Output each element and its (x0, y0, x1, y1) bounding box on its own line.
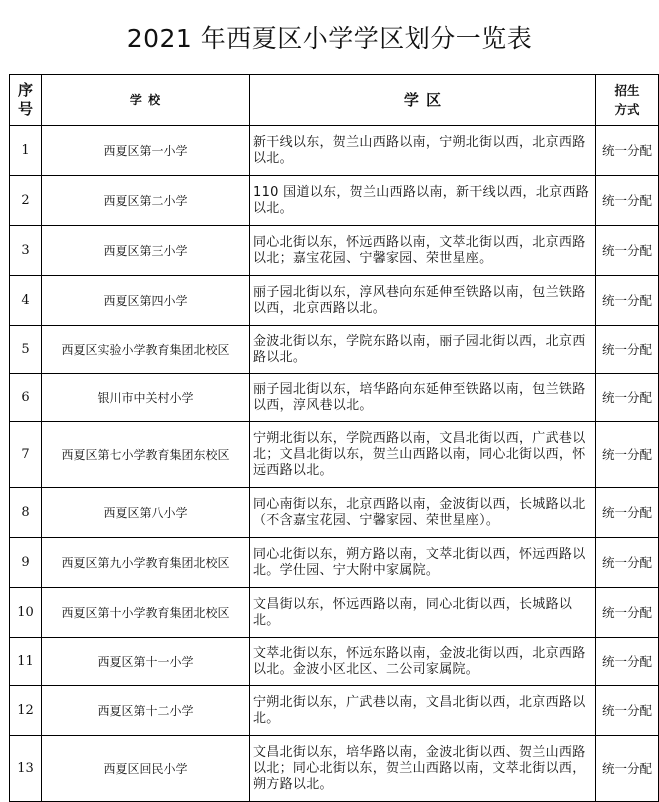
enrollment-mode: 统一分配 (596, 736, 659, 802)
row-number: 4 (10, 276, 42, 326)
page-title: 2021 年西夏区小学学区划分一览表 (126, 24, 533, 53)
header-school (42, 75, 250, 126)
row-number: 2 (10, 176, 42, 226)
table-row (10, 538, 659, 588)
district-area: 110 国道以东，贺兰山西路以南，新干线以西，北京西路以北。 (250, 176, 596, 226)
row-number: 7 (10, 422, 42, 488)
district-area: 丽子园北街以东，淳风巷向东延伸至铁路以南，包兰铁路以西，北京西路以北。 (250, 276, 596, 326)
school-name: 银川市中关村小学 (42, 374, 250, 422)
header-area-label: 学 区 (403, 90, 443, 109)
header-area (250, 75, 596, 126)
table-header-row (10, 75, 659, 126)
school-name: 西夏区第九小学教育集团北校区 (42, 538, 250, 588)
school-name: 西夏区第四小学 (42, 276, 250, 326)
header-no (10, 75, 42, 126)
header-mode (596, 75, 659, 126)
district-area: 宁朔北街以东，学院西路以南，文昌北街以西，广武巷以北；文昌北街以东，贺兰山西路以南，同心北街以西，怀远西路以北。 (250, 422, 596, 488)
school-name: 西夏区第三小学 (42, 226, 250, 276)
school-name: 西夏区第八小学 (42, 488, 250, 538)
enrollment-mode: 统一分配 (596, 538, 659, 588)
table-row (10, 422, 659, 488)
table-row (10, 736, 659, 802)
school-name: 西夏区第十二小学 (42, 686, 250, 736)
enrollment-mode: 统一分配 (596, 588, 659, 638)
enrollment-mode: 统一分配 (596, 488, 659, 538)
enrollment-mode: 统一分配 (596, 126, 659, 176)
table-row (10, 276, 659, 326)
district-area: 文昌街以东，怀远西路以南，同心北街以西，长城路以北。 (250, 588, 596, 638)
district-area: 同心北街以东，朔方路以南，文萃北街以西，怀远西路以北。学仕园、宁大附中家属院。 (250, 538, 596, 588)
school-name: 西夏区第二小学 (42, 176, 250, 226)
table-row (10, 488, 659, 538)
table-row (10, 226, 659, 276)
school-name: 西夏区第一小学 (42, 126, 250, 176)
enrollment-mode: 统一分配 (596, 176, 659, 226)
school-name: 西夏区第七小学教育集团东校区 (42, 422, 250, 488)
row-number: 11 (10, 638, 42, 686)
row-number: 8 (10, 488, 42, 538)
district-area: 宁朔北街以东，广武巷以南，文昌北街以西，北京西路以北。 (250, 686, 596, 736)
district-area: 同心北街以东，怀远西路以南，文萃北街以西，北京西路以北；嘉宝花园、宁馨家园、荣世星座。 (250, 226, 596, 276)
table-row (10, 588, 659, 638)
table-row (10, 686, 659, 736)
row-number: 3 (10, 226, 42, 276)
district-area: 新干线以东，贺兰山西路以南，宁朔北街以西，北京西路以北。 (250, 126, 596, 176)
table-row (10, 176, 659, 226)
enrollment-mode: 统一分配 (596, 686, 659, 736)
table-row (10, 126, 659, 176)
district-area: 丽子园北街以东，培华路向东延伸至铁路以南，包兰铁路以西，淳风巷以北。 (250, 374, 596, 422)
header-no-label: 序 号 (17, 81, 33, 118)
enrollment-mode: 统一分配 (596, 638, 659, 686)
school-name: 西夏区第十小学教育集团北校区 (42, 588, 250, 638)
district-area: 文萃北街以东，怀远东路以南，金波北街以西，北京西路以北。金波小区北区、二公司家属院。 (250, 638, 596, 686)
row-number: 13 (10, 736, 42, 802)
enrollment-mode: 统一分配 (596, 276, 659, 326)
header-mode-label: 招生 方式 (614, 83, 640, 117)
school-district-table (9, 74, 659, 802)
district-area: 金波北街以东，学院东路以南，丽子园北街以西，北京西路以北。 (250, 326, 596, 374)
row-number: 9 (10, 538, 42, 588)
enrollment-mode: 统一分配 (596, 422, 659, 488)
school-name: 西夏区回民小学 (42, 736, 250, 802)
table-row (10, 638, 659, 686)
table-row (10, 374, 659, 422)
school-name: 西夏区第十一小学 (42, 638, 250, 686)
enrollment-mode: 统一分配 (596, 326, 659, 374)
header-school-label: 学 校 (129, 92, 162, 107)
enrollment-mode: 统一分配 (596, 374, 659, 422)
row-number: 6 (10, 374, 42, 422)
district-area: 文昌北街以东，培华路以南，金波北街以西、贺兰山西路以北；同心北街以东，贺兰山西路以南，文萃北街以西，朔方路以北。 (250, 736, 596, 802)
table-row (10, 326, 659, 374)
district-area: 同心南街以东，北京西路以南，金波街以西，长城路以北（不含嘉宝花园、宁馨家园、荣世星座）。 (250, 488, 596, 538)
school-name: 西夏区实验小学教育集团北校区 (42, 326, 250, 374)
row-number: 5 (10, 326, 42, 374)
row-number: 1 (10, 126, 42, 176)
row-number: 12 (10, 686, 42, 736)
enrollment-mode: 统一分配 (596, 226, 659, 276)
row-number: 10 (10, 588, 42, 638)
